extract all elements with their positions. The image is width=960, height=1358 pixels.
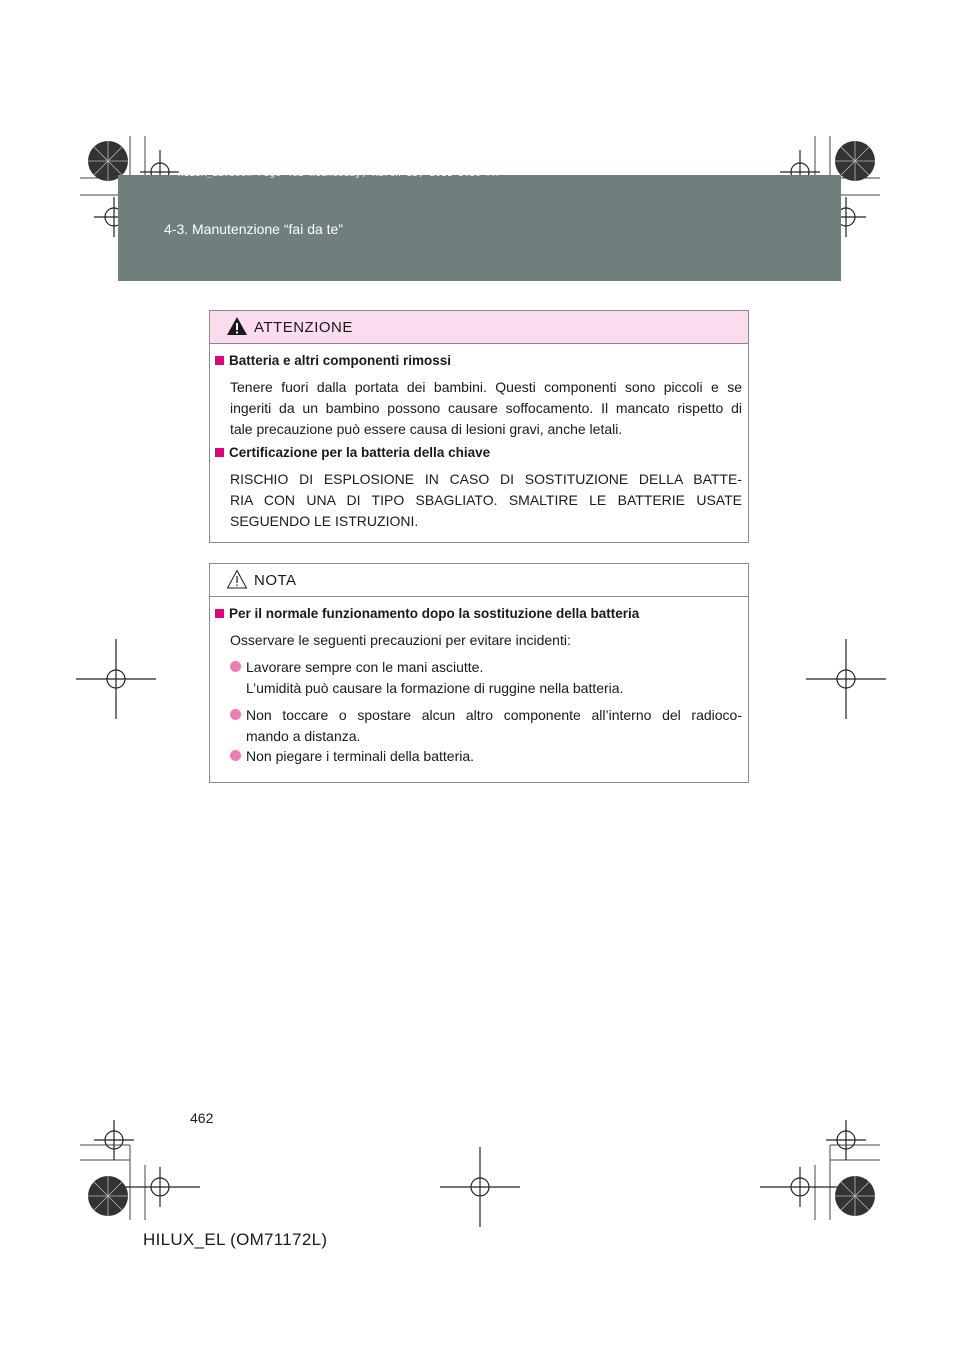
- bullet-line: L’umidità può causare la formazione di ruggine nella batteria.: [246, 680, 624, 696]
- text-line: Tenere fuori dalla portata dei bambini. Questi componenti sono piccoli e se: [230, 379, 742, 395]
- print-info: HILUX_EL.book Page 462 Wednesday, March 23, 2011 3:30 PM: [178, 169, 499, 179]
- caution-item-text: [230, 469, 742, 532]
- bullet-line: Non toccare o spostare alcun altro componente all’interno del radioco-: [246, 707, 742, 723]
- note-item-title: [215, 606, 639, 621]
- note-heading: NOTA: [254, 572, 297, 589]
- caution-item-title-text: Certificazione per la batteria della chiave: [229, 445, 491, 460]
- caution-item-title: [215, 445, 490, 460]
- page-number: 462: [190, 1110, 214, 1126]
- note-box: [209, 563, 749, 783]
- square-bullet-icon: [215, 356, 224, 365]
- note-item-title-text: Per il normale funzionamento dopo la sostituzione della batteria: [229, 606, 640, 621]
- text-line: RISCHIO DI ESPLOSIONE IN CASO DI SOSTITUZIONE DELLA BATTE-: [230, 471, 742, 487]
- square-bullet-icon: [215, 448, 224, 457]
- text-line: SEGUENDO LE ISTRUZIONI.: [230, 513, 419, 529]
- list-item: [230, 746, 742, 767]
- caution-heading: ATTENZIONE: [254, 319, 353, 336]
- note-header: [210, 564, 748, 597]
- text-line: ingeriti da un bambino possono causare soffocamento. Il mancato rispetto di: [230, 400, 742, 416]
- warning-outline-icon: [226, 569, 248, 589]
- round-bullet-icon: [230, 750, 241, 761]
- text-line: RIA CON UNA DI TIPO SBAGLIATO. SMALTIRE LE BATTERIE USATE: [230, 492, 742, 508]
- bullet-line: Non piegare i terminali della batteria.: [246, 748, 475, 764]
- bullet-line: mando a distanza.: [246, 728, 361, 744]
- document-code: HILUX_EL (OM71172L): [143, 1230, 328, 1249]
- caution-header: [210, 311, 748, 344]
- list-item: [230, 657, 742, 699]
- square-bullet-icon: [215, 609, 224, 618]
- caution-item-title-text: Batteria e altri componenti rimossi: [229, 353, 452, 368]
- caution-item-title: [215, 353, 451, 368]
- bullet-line: Lavorare sempre con le mani asciutte.: [246, 659, 484, 675]
- round-bullet-icon: [230, 709, 241, 720]
- caution-box: [209, 310, 749, 543]
- round-bullet-icon: [230, 661, 241, 672]
- list-item: [230, 705, 742, 747]
- caution-item-text: [230, 377, 742, 440]
- note-intro: Osservare le seguenti precauzioni per evitare incidenti:: [230, 632, 571, 648]
- text-line: tale precauzione può essere causa di lesioni gravi, anche letali.: [230, 421, 623, 437]
- section-title: 4-3. Manutenzione “fai da te”: [164, 221, 343, 237]
- warning-filled-icon: [226, 316, 248, 336]
